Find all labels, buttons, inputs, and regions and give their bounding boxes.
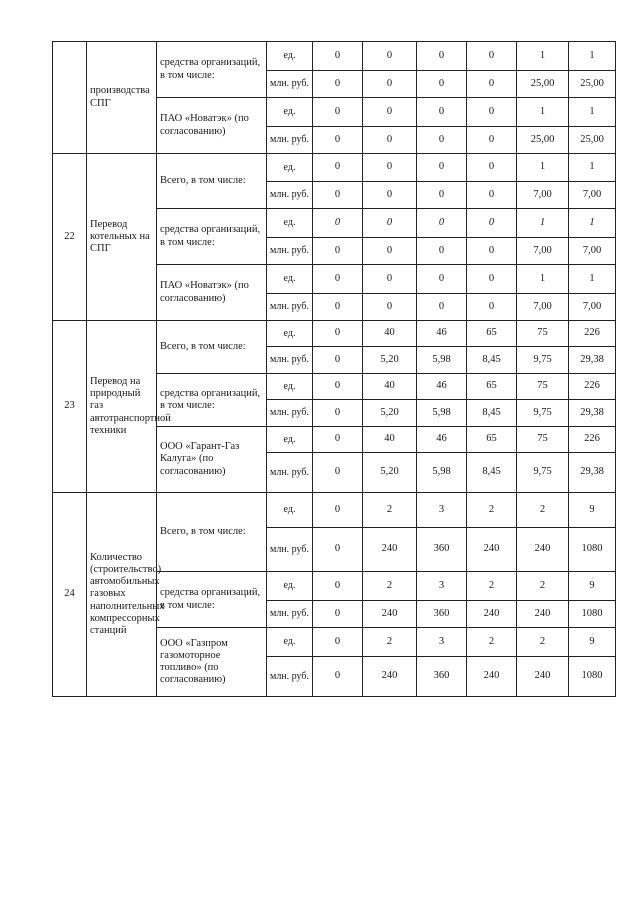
- value-cell: 3: [417, 572, 467, 601]
- value-cell: 65: [467, 427, 517, 453]
- value-cell: 65: [467, 374, 517, 400]
- value-cell: 0: [313, 374, 363, 400]
- value-cell: 240: [517, 528, 569, 572]
- unit-cell: ед.: [267, 209, 313, 238]
- funding-source: Всего, в том числе:: [157, 154, 267, 209]
- value-cell: 0: [417, 294, 467, 321]
- value-cell: 1: [517, 265, 569, 294]
- row-number: [53, 42, 87, 154]
- value-cell: 7,00: [517, 238, 569, 265]
- unit-cell: ед.: [267, 321, 313, 347]
- value-cell: 25,00: [517, 71, 569, 98]
- value-cell: 240: [467, 528, 517, 572]
- unit-cell: ед.: [267, 154, 313, 182]
- measure-name: Перевод котельных на СПГ: [87, 154, 157, 321]
- unit-cell: млн. руб.: [267, 601, 313, 628]
- value-cell: 360: [417, 657, 467, 697]
- value-cell: 2: [467, 572, 517, 601]
- value-cell: 5,98: [417, 347, 467, 374]
- value-cell: 0: [313, 238, 363, 265]
- unit-cell: ед.: [267, 572, 313, 601]
- value-cell: 2: [467, 493, 517, 528]
- table-row: [53, 321, 616, 347]
- funding-source: средства организаций, в том числе:: [157, 209, 267, 265]
- value-cell: 8,45: [467, 400, 517, 427]
- unit-cell: ед.: [267, 628, 313, 657]
- value-cell: 1: [517, 154, 569, 182]
- value-cell: 40: [363, 427, 417, 453]
- value-cell: 9: [569, 572, 616, 601]
- unit-cell: млн. руб.: [267, 657, 313, 697]
- value-cell: 7,00: [569, 182, 616, 209]
- value-cell: 8,45: [467, 453, 517, 493]
- unit-cell: млн. руб.: [267, 238, 313, 265]
- value-cell: 0: [363, 182, 417, 209]
- value-cell: 226: [569, 321, 616, 347]
- value-cell: 0: [363, 265, 417, 294]
- value-cell: 1080: [569, 601, 616, 628]
- value-cell: 40: [363, 321, 417, 347]
- unit-cell: млн. руб.: [267, 453, 313, 493]
- value-cell: 25,00: [569, 71, 616, 98]
- value-cell: 1080: [569, 528, 616, 572]
- unit-cell: млн. руб.: [267, 294, 313, 321]
- unit-cell: ед.: [267, 493, 313, 528]
- value-cell: 0: [313, 294, 363, 321]
- value-cell: 0: [467, 265, 517, 294]
- unit-cell: млн. руб.: [267, 400, 313, 427]
- value-cell: 0: [313, 182, 363, 209]
- value-cell: 0: [313, 209, 363, 238]
- value-cell: 7,00: [569, 238, 616, 265]
- value-cell: 5,20: [363, 400, 417, 427]
- value-cell: 5,20: [363, 347, 417, 374]
- value-cell: 0: [363, 71, 417, 98]
- unit-cell: млн. руб.: [267, 127, 313, 154]
- value-cell: 0: [467, 238, 517, 265]
- value-cell: 7,00: [517, 182, 569, 209]
- value-cell: 0: [313, 601, 363, 628]
- value-cell: 2: [363, 572, 417, 601]
- value-cell: 29,38: [569, 400, 616, 427]
- funding-source: средства организаций, в том числе:: [157, 42, 267, 98]
- unit-cell: ед.: [267, 42, 313, 71]
- funding-source: ООО «Газпром газомоторное топливо» (по согласованию): [157, 628, 267, 697]
- value-cell: 240: [363, 657, 417, 697]
- value-cell: 29,38: [569, 453, 616, 493]
- value-cell: 0: [313, 400, 363, 427]
- value-cell: 0: [417, 154, 467, 182]
- value-cell: 0: [313, 347, 363, 374]
- table-row: [53, 493, 616, 528]
- value-cell: 226: [569, 374, 616, 400]
- unit-cell: млн. руб.: [267, 182, 313, 209]
- value-cell: 0: [417, 127, 467, 154]
- unit-cell: ед.: [267, 265, 313, 294]
- value-cell: 0: [313, 127, 363, 154]
- value-cell: 75: [517, 321, 569, 347]
- value-cell: 2: [517, 493, 569, 528]
- program-table: [52, 41, 616, 697]
- table-row: [53, 42, 616, 71]
- value-cell: 75: [517, 374, 569, 400]
- funding-source: средства организаций, в том числе:: [157, 572, 267, 628]
- value-cell: 240: [467, 657, 517, 697]
- value-cell: 1: [517, 98, 569, 127]
- value-cell: 0: [363, 42, 417, 71]
- table-body: [53, 42, 616, 697]
- value-cell: 0: [313, 71, 363, 98]
- value-cell: 9,75: [517, 400, 569, 427]
- value-cell: 0: [313, 321, 363, 347]
- value-cell: 0: [313, 628, 363, 657]
- value-cell: 1: [569, 42, 616, 71]
- value-cell: 1: [569, 98, 616, 127]
- value-cell: 0: [467, 154, 517, 182]
- value-cell: 8,45: [467, 347, 517, 374]
- measure-name: производства СПГ: [87, 42, 157, 154]
- value-cell: 0: [313, 572, 363, 601]
- value-cell: 0: [313, 493, 363, 528]
- value-cell: 240: [363, 528, 417, 572]
- value-cell: 0: [363, 294, 417, 321]
- value-cell: 0: [313, 528, 363, 572]
- value-cell: 7,00: [517, 294, 569, 321]
- value-cell: 0: [363, 238, 417, 265]
- value-cell: 9,75: [517, 453, 569, 493]
- value-cell: 75: [517, 427, 569, 453]
- value-cell: 3: [417, 628, 467, 657]
- value-cell: 0: [417, 209, 467, 238]
- value-cell: 9,75: [517, 347, 569, 374]
- value-cell: 1080: [569, 657, 616, 697]
- value-cell: 25,00: [517, 127, 569, 154]
- unit-cell: ед.: [267, 98, 313, 127]
- value-cell: 0: [417, 42, 467, 71]
- value-cell: 29,38: [569, 347, 616, 374]
- value-cell: 0: [313, 657, 363, 697]
- value-cell: 46: [417, 427, 467, 453]
- value-cell: 0: [467, 71, 517, 98]
- value-cell: 0: [467, 98, 517, 127]
- value-cell: 0: [313, 154, 363, 182]
- value-cell: 1: [517, 42, 569, 71]
- unit-cell: млн. руб.: [267, 528, 313, 572]
- value-cell: 360: [417, 528, 467, 572]
- value-cell: 9: [569, 628, 616, 657]
- table-row: [53, 154, 616, 182]
- value-cell: 1: [569, 209, 616, 238]
- value-cell: 65: [467, 321, 517, 347]
- value-cell: 0: [363, 127, 417, 154]
- value-cell: 240: [467, 601, 517, 628]
- value-cell: 240: [517, 657, 569, 697]
- value-cell: 240: [363, 601, 417, 628]
- value-cell: 0: [467, 209, 517, 238]
- value-cell: 0: [363, 209, 417, 238]
- value-cell: 0: [417, 238, 467, 265]
- value-cell: 0: [363, 98, 417, 127]
- value-cell: 2: [363, 493, 417, 528]
- row-number: 24: [53, 493, 87, 697]
- value-cell: 0: [313, 265, 363, 294]
- value-cell: 0: [313, 453, 363, 493]
- value-cell: 0: [467, 127, 517, 154]
- value-cell: 25,00: [569, 127, 616, 154]
- value-cell: 46: [417, 374, 467, 400]
- value-cell: 0: [417, 98, 467, 127]
- value-cell: 9: [569, 493, 616, 528]
- value-cell: 3: [417, 493, 467, 528]
- value-cell: 5,98: [417, 400, 467, 427]
- value-cell: 7,00: [569, 294, 616, 321]
- funding-source: ООО «Гарант-Газ Калуга» (по согласованию): [157, 427, 267, 493]
- value-cell: 0: [313, 427, 363, 453]
- value-cell: 2: [517, 628, 569, 657]
- value-cell: 5,20: [363, 453, 417, 493]
- unit-cell: млн. руб.: [267, 347, 313, 374]
- unit-cell: млн. руб.: [267, 71, 313, 98]
- funding-source: средства организаций, в том числе:: [157, 374, 267, 427]
- value-cell: 0: [467, 42, 517, 71]
- value-cell: 0: [313, 42, 363, 71]
- row-number: 23: [53, 321, 87, 493]
- measure-name: Перевод на природный газ автотранспортной техники: [87, 321, 157, 493]
- value-cell: 0: [417, 71, 467, 98]
- value-cell: 5,98: [417, 453, 467, 493]
- value-cell: 40: [363, 374, 417, 400]
- row-number: 22: [53, 154, 87, 321]
- funding-source: ПАО «Новатэк» (по согласованию): [157, 98, 267, 154]
- unit-cell: ед.: [267, 374, 313, 400]
- value-cell: 0: [417, 265, 467, 294]
- value-cell: 2: [363, 628, 417, 657]
- value-cell: 2: [517, 572, 569, 601]
- funding-source: Всего, в том числе:: [157, 321, 267, 374]
- value-cell: 1: [569, 265, 616, 294]
- funding-source: Всего, в том числе:: [157, 493, 267, 572]
- value-cell: 360: [417, 601, 467, 628]
- value-cell: 226: [569, 427, 616, 453]
- value-cell: 1: [569, 154, 616, 182]
- value-cell: 1: [517, 209, 569, 238]
- value-cell: 0: [363, 154, 417, 182]
- value-cell: 0: [467, 182, 517, 209]
- value-cell: 0: [313, 98, 363, 127]
- value-cell: 46: [417, 321, 467, 347]
- funding-source: ПАО «Новатэк» (по согласованию): [157, 265, 267, 321]
- value-cell: 240: [517, 601, 569, 628]
- value-cell: 0: [417, 182, 467, 209]
- value-cell: 0: [467, 294, 517, 321]
- measure-name: Количество (строительство) автомобильных газовых наполнительных компрессорных станций: [87, 493, 157, 697]
- unit-cell: ед.: [267, 427, 313, 453]
- value-cell: 2: [467, 628, 517, 657]
